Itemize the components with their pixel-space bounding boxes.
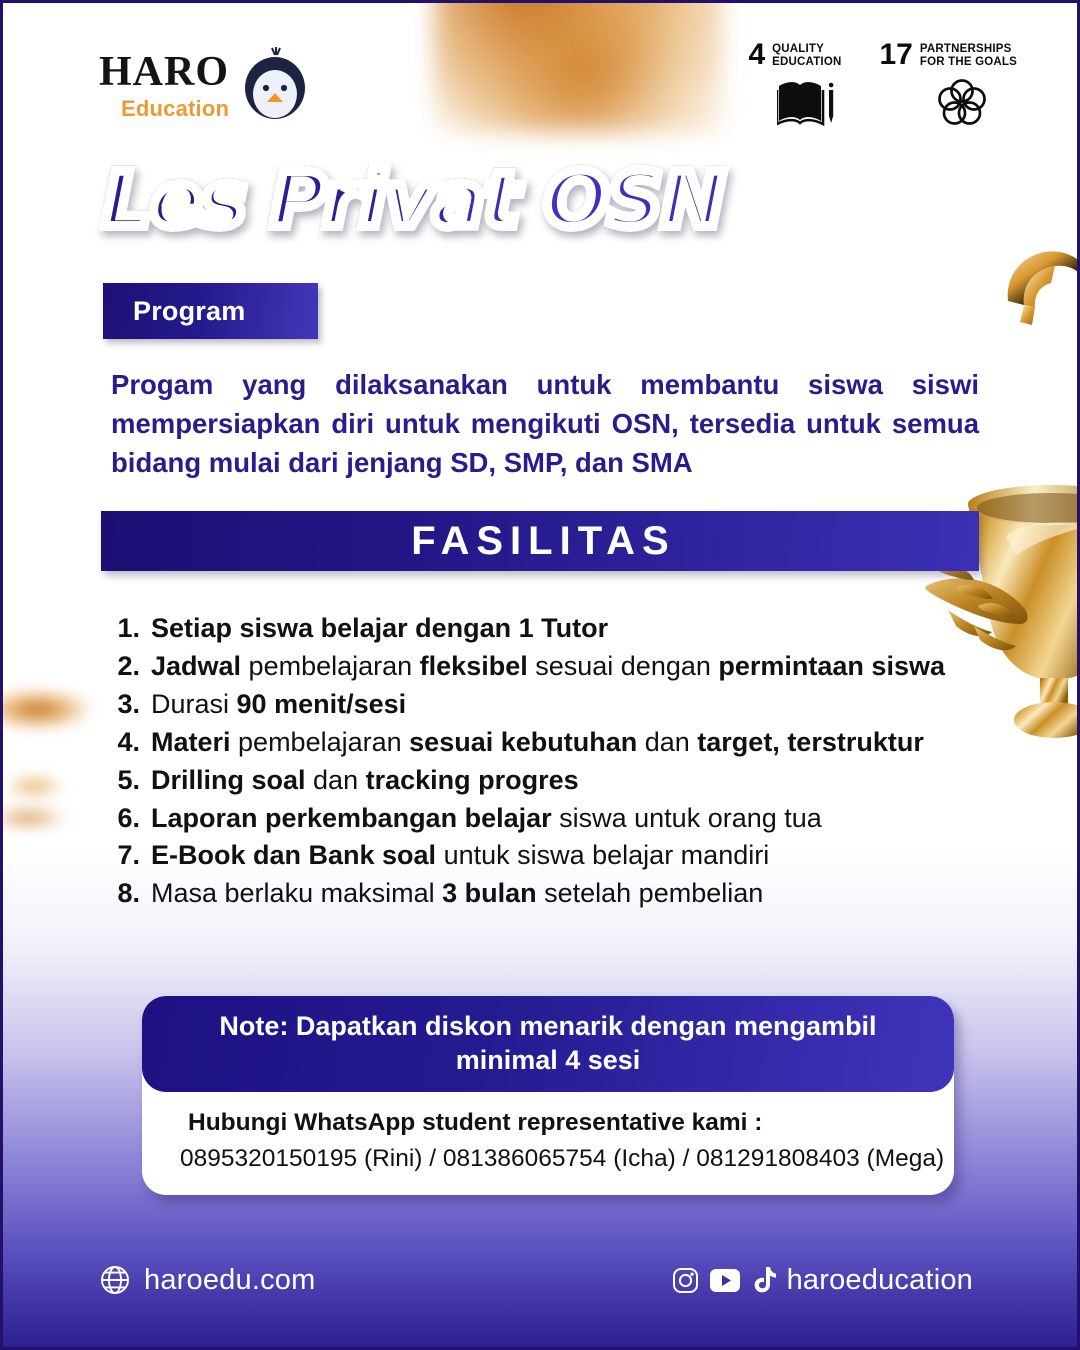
- facility-item-text: Drilling soal dan tracking progres: [151, 764, 579, 795]
- footer-website[interactable]: [99, 1264, 315, 1297]
- program-description: Progam yang dilaksanakan untuk membantu siswa siswi mempersiapkan diri untuk mengikuti OSN, tersedia untuk semua bidang mulai dari jenjang SD, SMP, dan SMA: [111, 369, 980, 479]
- header: [3, 38, 1077, 153]
- footer-social[interactable]: [672, 1264, 973, 1297]
- penguin-icon: [235, 45, 315, 125]
- sdg-label-line1: QUALITY: [772, 43, 825, 55]
- footer-social-label: haroeducation: [786, 1263, 973, 1296]
- facility-item-text: Jadwal pembelajaran fleksibel sesuai dengan permintaan siswa: [151, 650, 945, 681]
- facility-item: [113, 649, 988, 685]
- facility-item-number: 7.: [117, 840, 140, 871]
- instagram-icon[interactable]: [672, 1267, 699, 1294]
- sdg-badges: [748, 38, 1017, 128]
- facility-item-text: Materi pembelajaran sesuai kebutuhan dan target, terstruktur: [151, 726, 924, 757]
- facility-item-number: 6.: [117, 802, 140, 833]
- note-header: [142, 996, 954, 1092]
- contact-numbers: 0895320150195 (Rini) / 081386065754 (Icha) / 081291808403 (Mega): [180, 1144, 945, 1172]
- brand-logo-text: [99, 48, 230, 121]
- note-card: [142, 996, 954, 1195]
- youtube-icon[interactable]: [710, 1269, 740, 1292]
- facility-item-text: E-Book dan Bank soal untuk siswa belajar mandiri: [151, 840, 770, 871]
- sdg-label-line2: EDUCATION: [772, 55, 842, 68]
- note-body: [142, 1092, 954, 1195]
- facility-item: [113, 801, 988, 837]
- gold-ribbon-blurred-decoration: [0, 671, 117, 846]
- sdg-label-line1: PARTNERSHIPS: [919, 43, 1012, 55]
- facility-item: [113, 876, 988, 912]
- note-heading: Note: Dapatkan diskon menarik dengan mengambil minimal 4 sesi: [219, 1011, 877, 1076]
- facility-item-number: 2.: [117, 650, 140, 681]
- facilities-banner-label: FASILITAS: [411, 518, 676, 563]
- contact-prompt: Hubungi WhatsApp student representative kami :: [188, 1109, 763, 1137]
- interlocking-circles-icon: [936, 78, 988, 128]
- brand-logo-sub: Education: [121, 95, 230, 121]
- facility-item-text: Laporan perkembangan belajar siswa untuk orang tua: [151, 802, 822, 833]
- facility-item-number: 3.: [117, 688, 140, 719]
- page-title: Les Privat OSN: [103, 155, 725, 244]
- gold-ribbon-decoration: [998, 239, 1080, 343]
- facility-item: [113, 687, 988, 723]
- sdg-label-line2: FOR THE GOALS: [919, 55, 1017, 68]
- facility-item-number: 5.: [117, 764, 140, 795]
- footer-website-label: haroedu.com: [144, 1263, 316, 1296]
- facility-item-number: 4.: [117, 726, 140, 757]
- sdg-badge-17: [879, 38, 1017, 128]
- sdg-number: 4: [748, 38, 766, 71]
- brand-logo: [99, 45, 315, 125]
- facilities-banner: [101, 511, 979, 571]
- facility-item: [113, 838, 988, 874]
- sdg-number: 17: [879, 38, 913, 71]
- footer: [3, 1257, 1077, 1303]
- program-badge: [103, 283, 318, 339]
- sdg-badge-4: [748, 38, 842, 126]
- facility-item-number: 1.: [117, 613, 140, 643]
- facilities-list: [113, 611, 988, 914]
- facility-item: [113, 611, 988, 647]
- facility-item: [113, 763, 988, 799]
- globe-icon: [99, 1264, 131, 1296]
- facility-item: [113, 725, 988, 761]
- open-book-pencil-icon: [777, 78, 835, 126]
- program-badge-label: Program: [133, 295, 246, 326]
- tiktok-icon[interactable]: [751, 1266, 776, 1294]
- brand-logo-main: HARO: [99, 48, 229, 95]
- facility-item-number: 8.: [117, 878, 140, 909]
- facility-item-text: Setiap siswa belajar dengan 1 Tutor: [151, 613, 609, 643]
- facility-item-text: Masa berlaku maksimal 3 bulan setelah pembelian: [151, 878, 764, 909]
- facility-item-text: Durasi 90 menit/sesi: [151, 688, 407, 719]
